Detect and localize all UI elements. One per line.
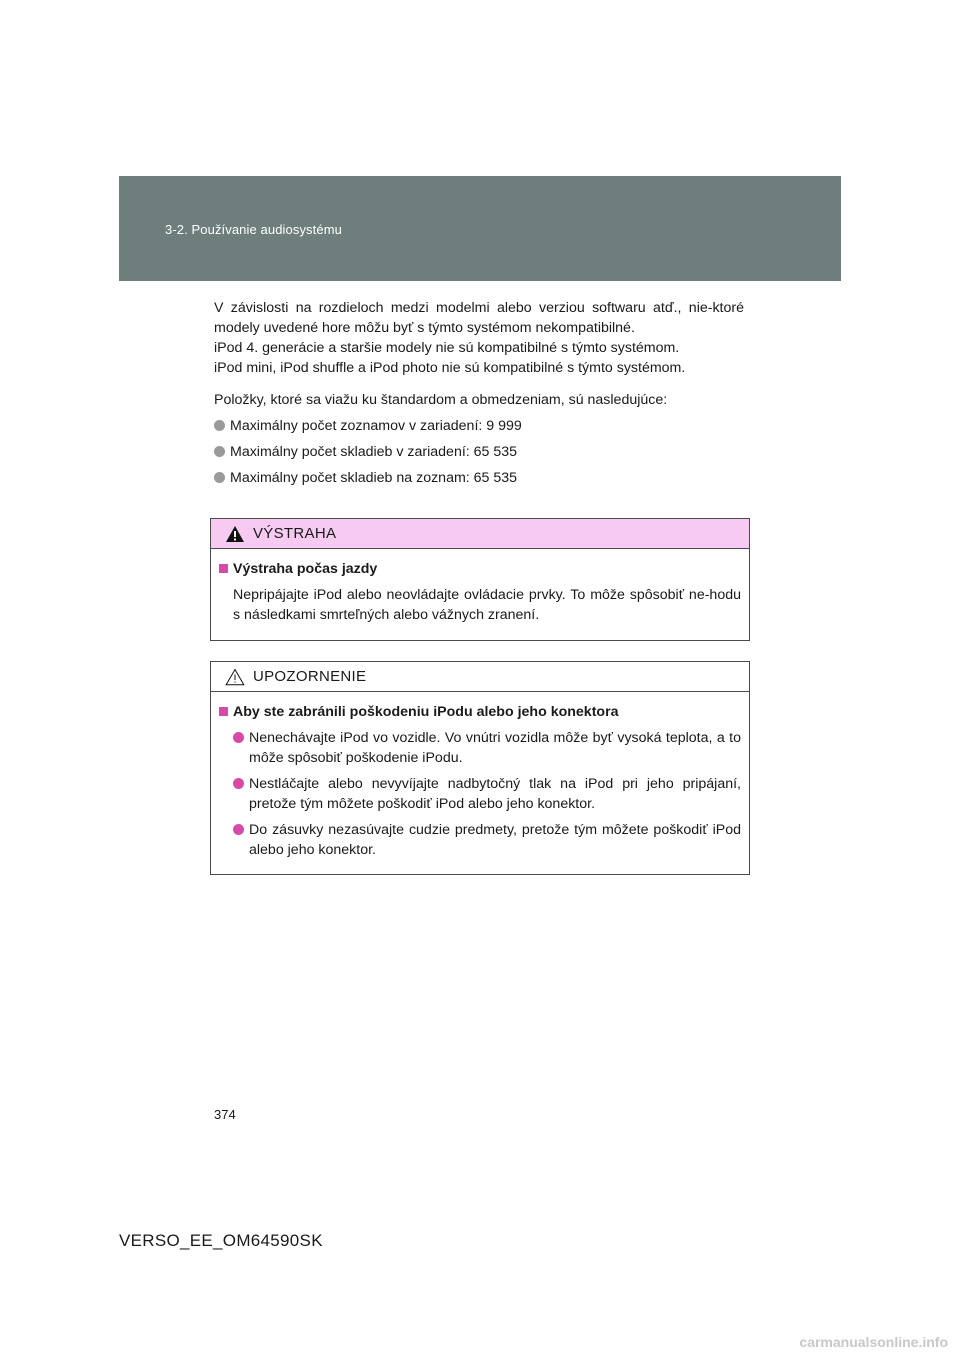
list-item-text: Maximálny počet zoznamov v zariadení: 9 999 xyxy=(230,418,522,434)
square-bullet-icon xyxy=(219,707,228,716)
list-item-text: Maximálny počet skladieb na zoznam: 65 535 xyxy=(230,470,518,486)
intro-paragraphs xyxy=(214,298,744,378)
caution-header xyxy=(211,662,749,692)
list-item xyxy=(214,416,744,436)
bullet-dot-icon xyxy=(233,778,244,789)
list-item-text: Nestláčajte alebo nevyvíjajte nadbytočný tlak na iPod pri jeho pripájaní, pretože tým môžete poškodiť iPod alebo jeho konektor. xyxy=(249,776,741,812)
bullet-dot-icon xyxy=(214,472,225,483)
intro-paragraph: iPod 4. generácie a staršie modely nie sú kompatibilné s týmto systémom. xyxy=(214,340,680,356)
list-item xyxy=(233,774,741,814)
warning-subtitle-text: Výstraha počas jazdy xyxy=(233,561,378,577)
warning-title: VÝSTRAHA xyxy=(253,525,337,542)
page-number: 374 xyxy=(214,1107,236,1122)
square-bullet-icon xyxy=(219,564,228,573)
intro-paragraph: iPod mini, iPod shuffle a iPod photo nie sú kompatibilné s týmto systémom. xyxy=(214,360,686,376)
caution-triangle-outline-icon xyxy=(225,668,245,686)
bullet-dot-icon xyxy=(233,732,244,743)
list-item xyxy=(214,442,744,462)
intro-paragraph: V závislosti na rozdieloch medzi modelmi alebo verziou softwaru atď., nie-ktoré modely uvedené hore môžu byť s týmto systémom nekompatibilné. xyxy=(214,300,744,336)
document-code: VERSO_EE_OM64590SK xyxy=(119,1231,323,1250)
caution-box xyxy=(210,661,750,875)
bullet-dot-icon xyxy=(214,446,225,457)
caution-subtitle-text: Aby ste zabránili poškodeniu iPodu alebo jeho konektora xyxy=(233,704,619,720)
limits-lead: Položky, ktoré sa viažu ku štandardom a obmedzeniam, sú nasledujúce: xyxy=(214,392,668,408)
section-header-band xyxy=(119,176,841,281)
intro-content xyxy=(214,298,744,488)
list-item-text: Maximálny počet skladieb v zariadení: 65 535 xyxy=(230,444,518,460)
warning-body xyxy=(211,549,749,625)
list-item-text: Nenechávajte iPod vo vozidle. Vo vnútri vozidla môže byť vysoká teplota, a to môže spôsobiť poškodenie iPodu. xyxy=(249,730,741,766)
bullet-dot-icon xyxy=(233,824,244,835)
caution-list xyxy=(219,728,741,860)
list-item xyxy=(214,468,744,488)
warning-text: Nepripájajte iPod alebo neovládajte ovládacie prvky. To môže spôsobiť ne-hodu s následkami smrteľných alebo vážnych zranení. xyxy=(233,587,741,623)
bullet-dot-icon xyxy=(214,420,225,431)
warning-box xyxy=(210,518,750,641)
caution-subtitle xyxy=(219,702,741,722)
list-item xyxy=(233,820,741,860)
watermark: carmanualsonline.info xyxy=(799,1334,948,1350)
caution-title: UPOZORNENIE xyxy=(253,668,367,685)
limits-list xyxy=(214,416,744,488)
warning-triangle-filled-icon xyxy=(225,525,245,543)
warning-subtitle xyxy=(219,559,741,579)
caution-body xyxy=(211,692,749,860)
list-item xyxy=(233,728,741,768)
list-item-text: Do zásuvky nezasúvajte cudzie predmety, pretože tým môžete poškodiť iPod alebo jeho konektor. xyxy=(249,822,741,858)
warning-header xyxy=(211,519,749,549)
section-title: 3-2. Používanie audiosystému xyxy=(165,222,342,237)
